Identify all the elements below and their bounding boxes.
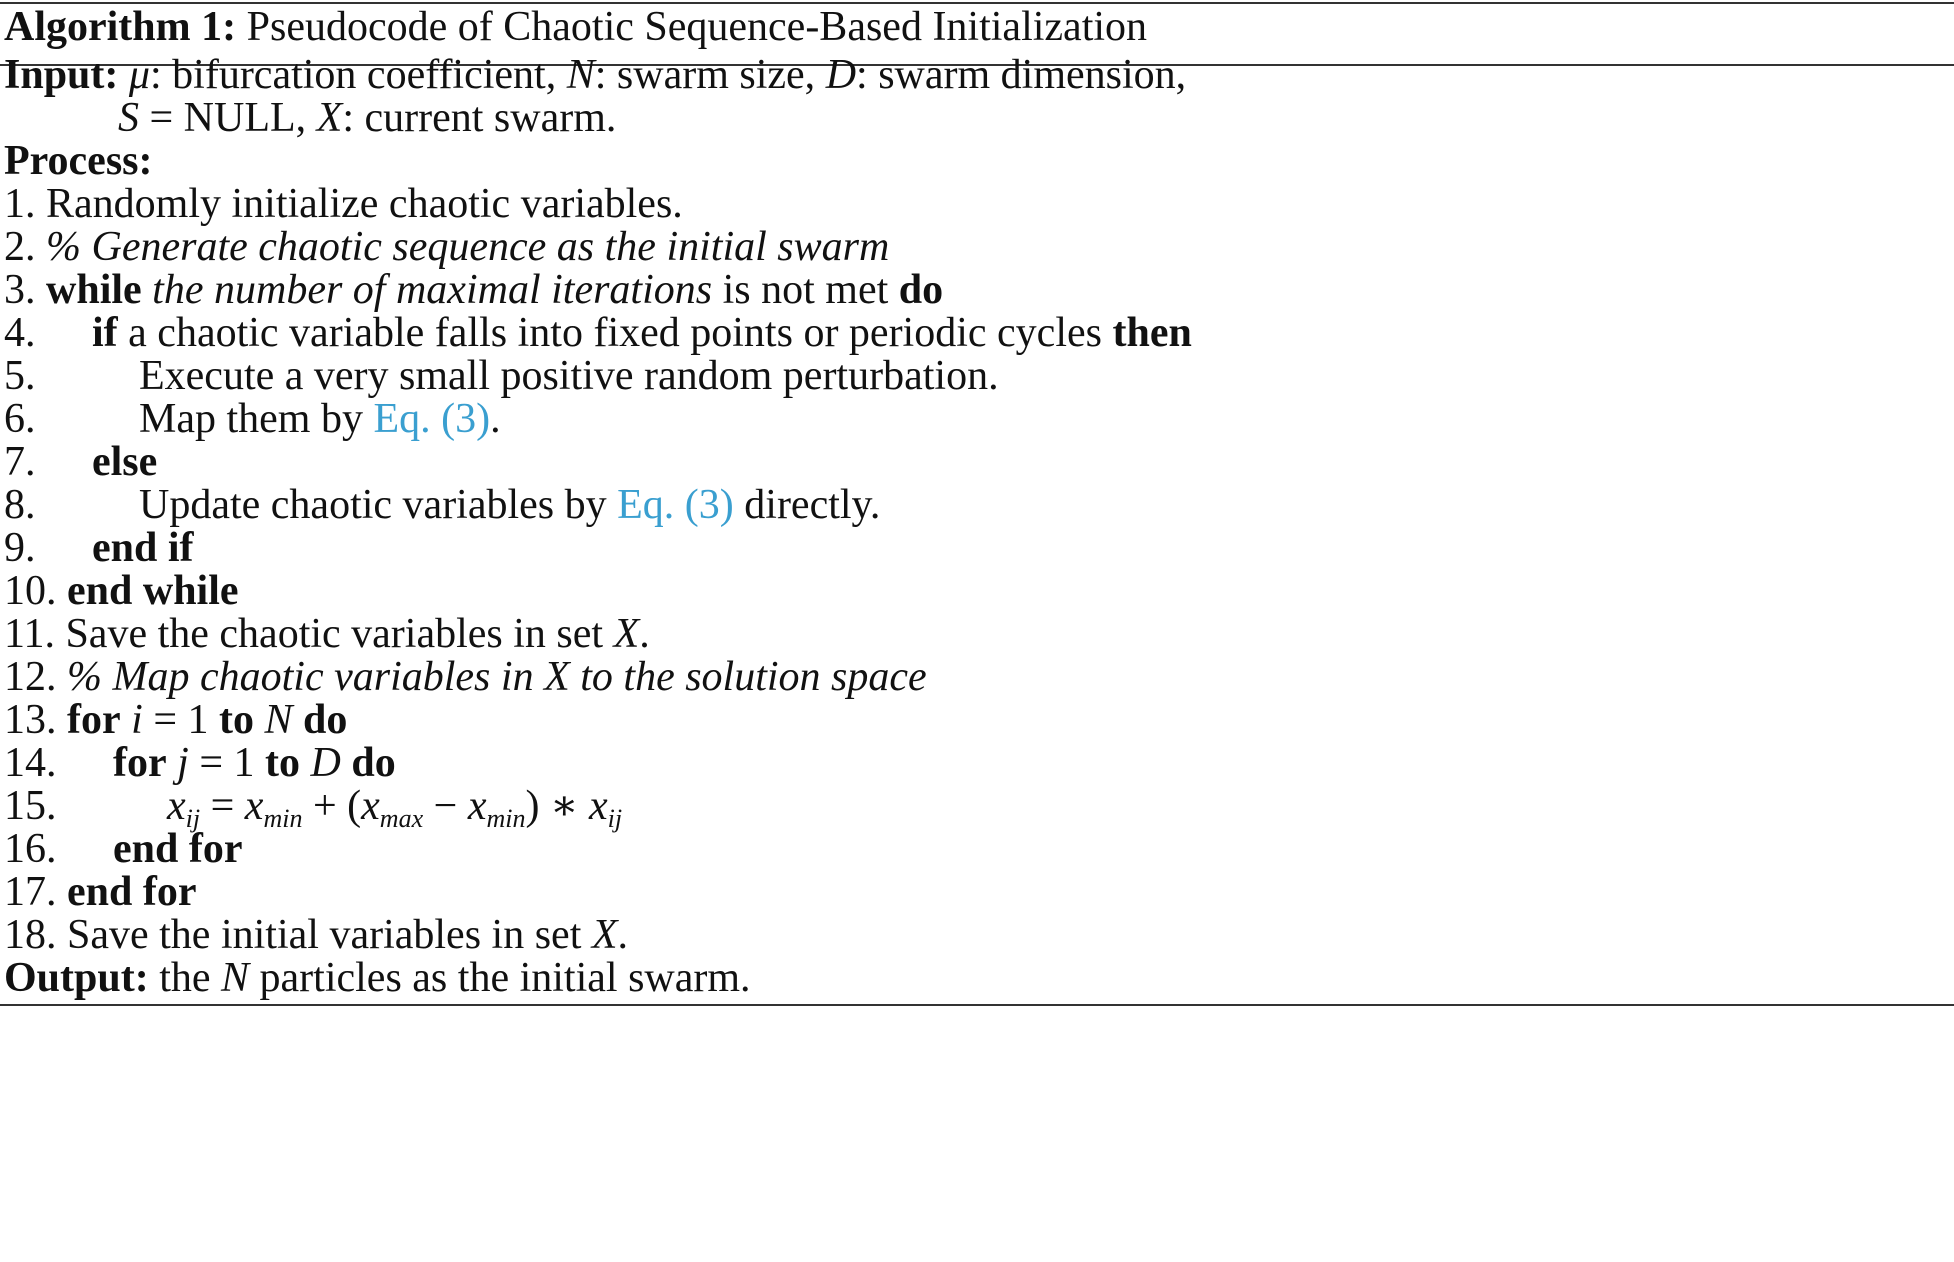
formula-times: ) ∗ <box>525 783 590 829</box>
step-text: Execute a very small positive random perturbation. <box>139 353 999 399</box>
keyword-to: to <box>265 740 300 786</box>
step-text: Save the initial variables in set <box>67 912 592 958</box>
loop-start: = 1 <box>142 697 219 743</box>
step-text: a chaotic variable falls into fixed points or periodic cycles <box>128 310 1102 356</box>
step-tail: . <box>617 912 629 958</box>
algorithm-label: Algorithm 1: <box>4 4 237 50</box>
formula-sub-ij: ij <box>607 804 623 833</box>
loop-variable: j <box>177 740 189 786</box>
keyword-while: while <box>46 267 142 313</box>
formula-x: x <box>244 783 264 829</box>
step-comment: % Map chaotic variables in X to the solution space <box>67 654 927 700</box>
step-text: Map them by <box>139 396 374 442</box>
formula-sub-min: min <box>263 804 303 833</box>
input-label: Input: <box>4 52 119 98</box>
keyword-if: if <box>92 310 118 356</box>
equation-reference-link[interactable]: Eq. (3) <box>617 482 734 528</box>
keyword-do: do <box>898 267 944 313</box>
keyword-for: for <box>67 697 121 743</box>
step-number: 1. <box>4 181 36 227</box>
formula-sub-max: max <box>379 804 424 833</box>
input-line-2 <box>118 91 616 145</box>
step-number: 17. <box>4 869 57 915</box>
formula-x: x <box>589 783 608 829</box>
n-symbol: N <box>566 52 595 98</box>
keyword-do: do <box>303 697 348 743</box>
step-text: is not met <box>722 267 889 313</box>
step-text: Save the chaotic variables in set <box>65 611 614 657</box>
keyword-end-for: end for <box>113 826 243 872</box>
step-number: 11. <box>4 611 55 657</box>
step-comment: % Generate chaotic sequence as the initial swarm <box>46 224 890 270</box>
formula-sub-min: min <box>486 804 526 833</box>
step-tail: directly. <box>733 482 881 528</box>
mu-desc: : bifurcation coefficient, <box>150 52 567 98</box>
keyword-end-while: end while <box>67 568 239 614</box>
x-desc: : current swarm. <box>342 95 617 141</box>
step-number: 10. <box>4 568 57 614</box>
keyword-then: then <box>1112 310 1192 356</box>
step-text: Randomly initialize chaotic variables. <box>46 181 683 227</box>
step-number: 7. <box>4 439 36 485</box>
loop-start: = 1 <box>188 740 265 786</box>
step-number: 16. <box>4 826 57 872</box>
d-desc: : swarm dimension, <box>856 52 1187 98</box>
step-number: 14. <box>4 740 57 786</box>
step-number: 18. <box>4 912 57 958</box>
step-number: 2. <box>4 224 36 270</box>
formula-x: x <box>467 783 487 829</box>
bottom-rule <box>0 1004 1954 1006</box>
formula-minus: − <box>423 783 468 829</box>
keyword-end-if: end if <box>92 525 194 571</box>
keyword-else: else <box>92 439 158 485</box>
set-variable: X <box>613 611 640 657</box>
output-label: Output: <box>4 955 149 1001</box>
output-pre: the <box>148 955 222 1001</box>
step-number: 13. <box>4 697 57 743</box>
formula-sub-ij: ij <box>185 804 201 833</box>
n-desc: : swarm size, <box>594 52 826 98</box>
equation-reference-link[interactable]: Eq. (3) <box>373 396 491 442</box>
formula-x: x <box>167 783 186 829</box>
loop-limit: N <box>264 697 293 743</box>
loop-limit: D <box>310 740 341 786</box>
step-number: 5. <box>4 353 36 399</box>
step-number: 6. <box>4 396 36 442</box>
s-symbol: S <box>118 95 139 141</box>
keyword-to: to <box>219 697 254 743</box>
process-label: Process: <box>4 138 153 184</box>
loop-condition: the number of maximal iterations <box>152 267 713 313</box>
keyword-end-for: end for <box>67 869 197 915</box>
formula-x: x <box>361 783 380 829</box>
algorithm-title: Pseudocode of Chaotic Sequence-Based Initialization <box>246 4 1148 50</box>
d-symbol: D <box>825 52 857 98</box>
step-text: Update chaotic variables by <box>139 482 618 528</box>
mu-symbol: μ <box>128 52 150 98</box>
keyword-do: do <box>351 740 396 786</box>
step-number: 8. <box>4 482 36 528</box>
formula-plus: + ( <box>302 783 362 829</box>
formula-equals: = <box>200 783 245 829</box>
loop-variable: i <box>131 697 143 743</box>
step-tail: . <box>639 611 650 657</box>
output-line <box>4 951 751 1005</box>
set-variable: X <box>591 912 618 958</box>
step-number: 4. <box>4 310 36 356</box>
step-number: 3. <box>4 267 36 313</box>
keyword-for: for <box>113 740 167 786</box>
algorithm-header <box>4 0 1147 54</box>
x-symbol: X <box>316 95 343 141</box>
step-tail: . <box>490 396 501 442</box>
output-variable: N <box>221 955 250 1001</box>
step-number: 9. <box>4 525 36 571</box>
s-desc: = NULL, <box>139 95 317 141</box>
output-post: particles as the initial swarm. <box>249 955 751 1001</box>
step-number: 15. <box>4 783 57 829</box>
step-number: 12. <box>4 654 57 700</box>
